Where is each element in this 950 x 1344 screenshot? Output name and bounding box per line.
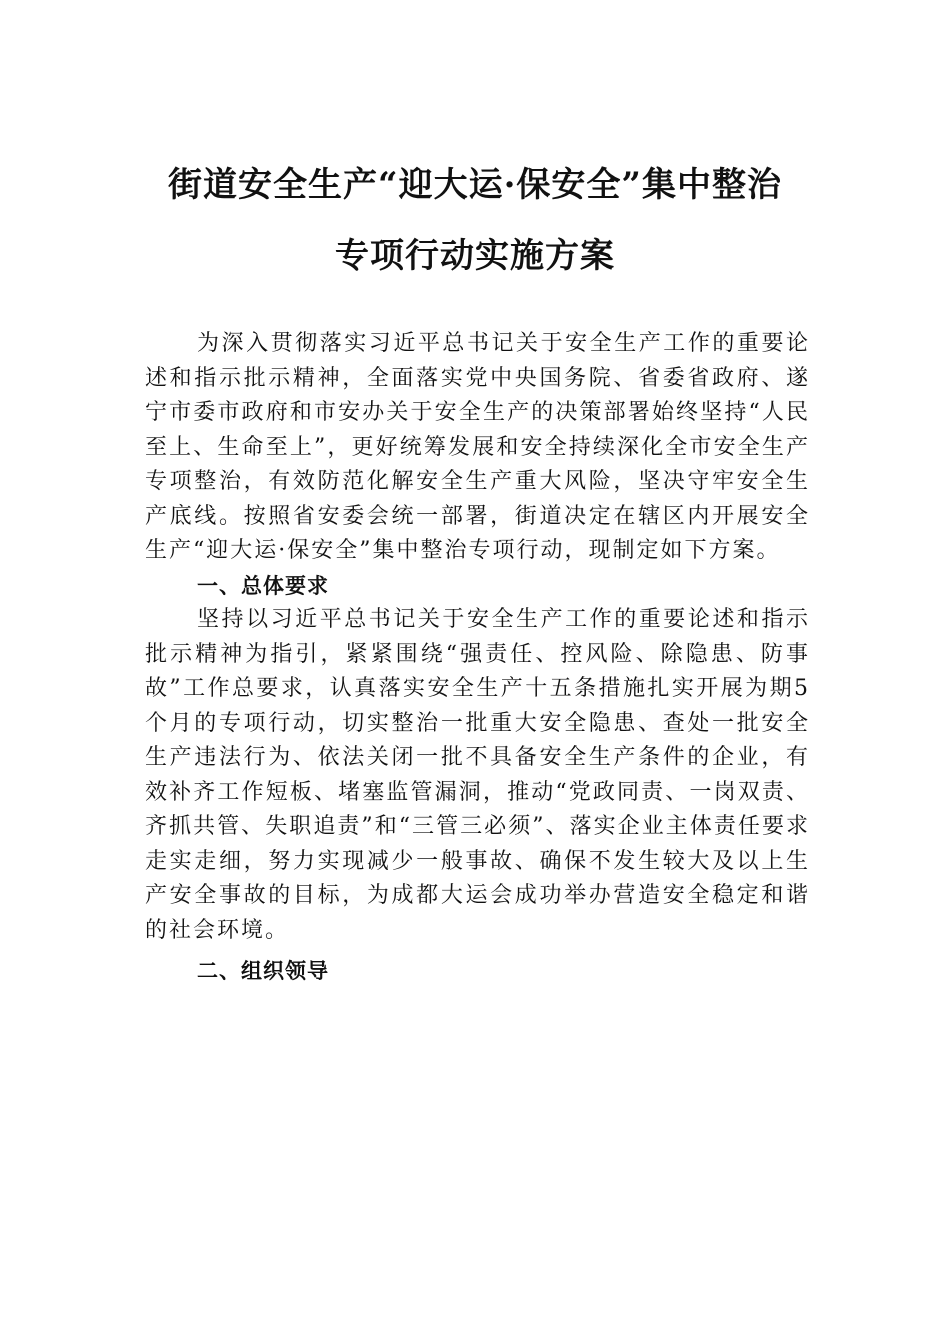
document-title-line-2: 专项行动实施方案	[335, 236, 615, 276]
document-title-line-1: 街道安全生产“迎大运·保安全”集中整治	[168, 165, 782, 205]
section-heading-overall-requirements: 一、总体要求	[197, 573, 329, 598]
section-heading-organization-leadership: 二、组织领导	[197, 959, 329, 983]
intro-paragraph: 为深入贯彻落实习近平总书记关于安全生产工作的重要论述和指示批示精神，全面落实党中央国务院、省委省政府、遂宁市委市政府和市安办关于安全生产的决策部署始终坚持“人民至上、生命至上”，更好统筹发展和安全持续深化全市安全生产专项整治，有效防范化解安全生产重大风险，坚决守牢安全生产底线。按照省安委会统一部署，街道决定在辖区内开展安全生产“迎大运·保安全”集中整治专项行动，现制定如下方案。	[145, 331, 810, 563]
overall-requirements-paragraph: 坚持以习近平总书记关于安全生产工作的重要论述和指示批示精神为指引，紧紧围绕“强责任、控风险、除隐患、防事故”工作总要求，认真落实安全生产十五条措施扎实开展为期5个月的专项行动，切实整治一批重大安全隐患、查处一批安全生产违法行为、依法关闭一批不具备安全生产条件的企业，有效补齐工作短板、堵塞监管漏洞，推动“党政同责、一岗双责、齐抓共管、失职追责”和“三管三必须”、落实企业主体责任要求走实走细，努力实现减少一般事故、确保不发生较大及以上生产安全事故的目标，为成都大运会成功举办营造安全稳定和谐的社会环境。	[145, 607, 810, 943]
document-body	[145, 327, 810, 989]
